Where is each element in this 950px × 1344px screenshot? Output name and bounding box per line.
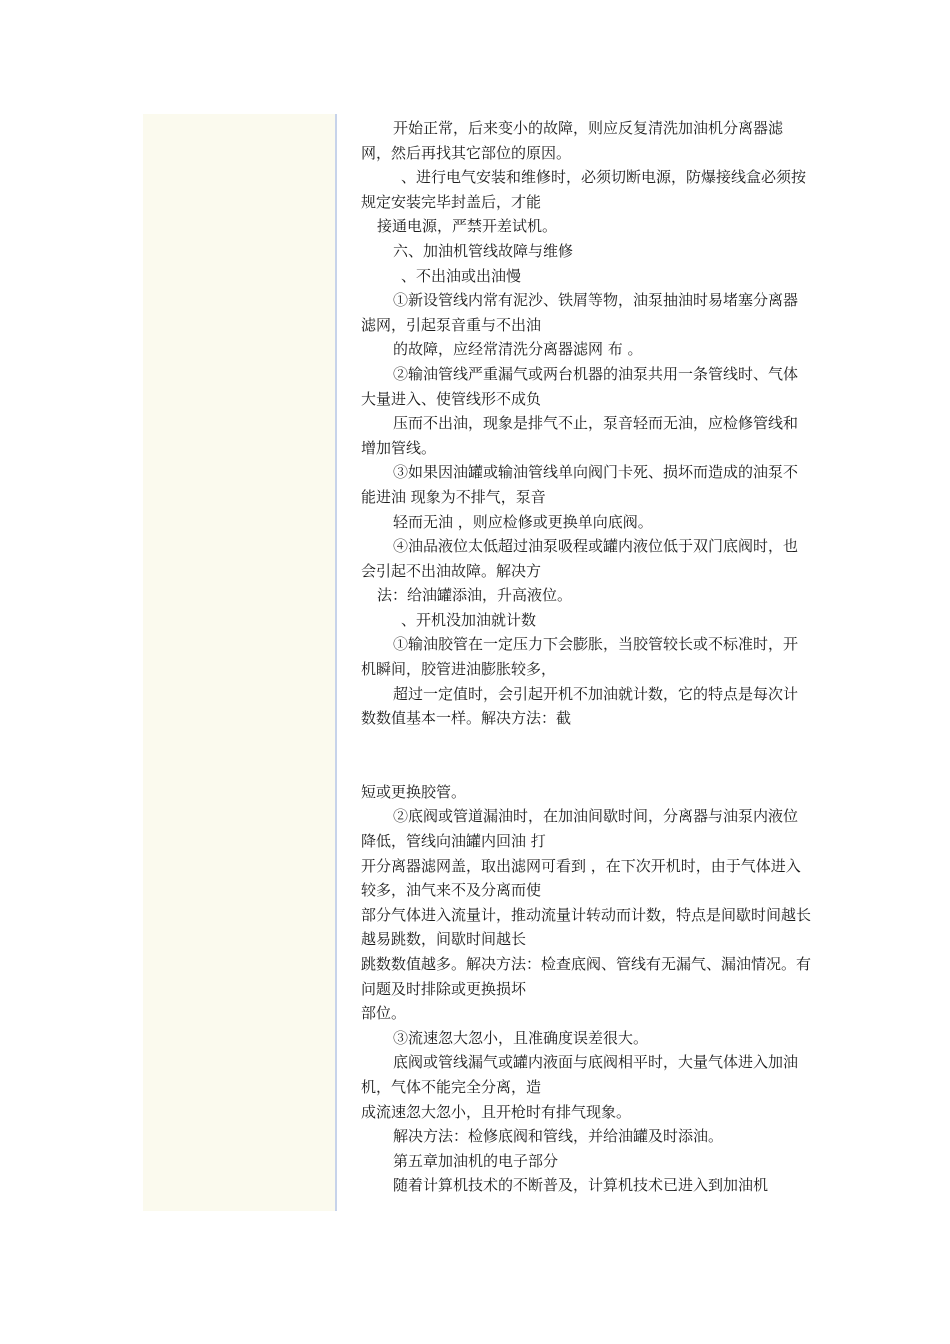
text-block-1 — [361, 116, 811, 731]
paragraph: ①新设管线内常有泥沙、铁屑等物，油泵抽油时易堵塞分离器滤网，引起泵音重与不出油 — [361, 291, 799, 334]
paragraph: 轻而无油 ，则应检修或更换单向底阀。 — [393, 512, 653, 531]
paragraph: 开始正常，后来变小的故障，则应反复清洗加油机分离器滤网，然后再找其它部位的原因。 — [361, 119, 784, 162]
paragraph: 开分离器滤网盖，取出滤网可看到 ，在下次开机时，由于气体进入较多，油气来不及分离而使 — [361, 856, 801, 900]
paragraph: ③流速忽大忽小，且准确度误差很大。 — [393, 1028, 649, 1047]
paragraph: 、开机没加油就计数 — [401, 610, 537, 629]
paragraph: 、进行电气安装和维修时，必须切断电源，防爆接线盒必须按规定安装完毕封盖后，才能 — [361, 168, 807, 211]
paragraph: 超过一定值时，会引起开机不加油就计数，它的特点是每次计数数值基本一样。解决方法：截 — [361, 684, 799, 728]
text-block-2 — [361, 780, 811, 1198]
paragraph: 跳数数值越多。解决方法：检查底阀、管线有无漏气、漏油情况。有问题及时排除或更换损坏 — [361, 955, 812, 998]
side-divider — [335, 114, 337, 1211]
paragraph: 、不出油或出油慢 — [401, 266, 522, 285]
paragraph: 随着计算机技术的不断普及，计算机技术已进入到加油机 — [393, 1176, 769, 1195]
paragraph: 压而不出油，现象是排气不止，泵音轻而无油，应检修管线和增加管线。 — [361, 414, 799, 457]
paragraph: 接通电源，严禁开差试机。 — [377, 217, 558, 236]
paragraph: 解决方法：检修底阀和管线，并给油罐及时添油。 — [393, 1127, 724, 1146]
page-gap — [361, 731, 811, 780]
paragraph: 部分气体进入流量计，推动流量计转动而计数，特点是间歇时间越长越易跳数，间歇时间越长 — [361, 905, 812, 949]
paragraph: 短或更换胶管。 — [361, 782, 467, 801]
side-panel — [143, 114, 335, 1211]
section-heading: 第五章加油机的电子部分 — [393, 1151, 559, 1170]
paragraph: ①输油胶管在一定压力下会膨胀，当胶管较长或不标准时，开机瞬间，胶管进油膨胀较多， — [361, 635, 799, 679]
paragraph: ②底阀或管道漏油时，在加油间歇时间，分离器与油泵内液位降低，管线向油罐内回油 打 — [361, 807, 799, 851]
paragraph: 底阀或管线漏气或罐内液面与底阀相平时，大量气体进入加油机，气体不能完全分离，造 — [361, 1053, 799, 1096]
paragraph: ④油品液位太低超过油泵吸程或罐内液位低于双门底阀时，也会引起不出油故障。解决方 — [361, 537, 799, 580]
paragraph: ③如果因油罐或输油管线单向阀门卡死、损坏而造成的油泵不能进油 现象为不排气，泵音 — [361, 463, 799, 506]
paragraph: 的故障，应经常清洗分离器滤网 布 。 — [393, 340, 643, 359]
paragraph: ②输油管线严重漏气或两台机器的油泵共用一条管线时、气体大量进入、使管线形不成负 — [361, 364, 799, 408]
document-body — [361, 116, 811, 1198]
paragraph: 法：给油罐添油，升高液位。 — [377, 586, 573, 605]
paragraph: 成流速忽大忽小，且开枪时有排气现象。 — [361, 1102, 632, 1121]
paragraph: 六、加油机管线故障与维修 — [393, 241, 574, 260]
paragraph: 部位。 — [361, 1004, 407, 1023]
